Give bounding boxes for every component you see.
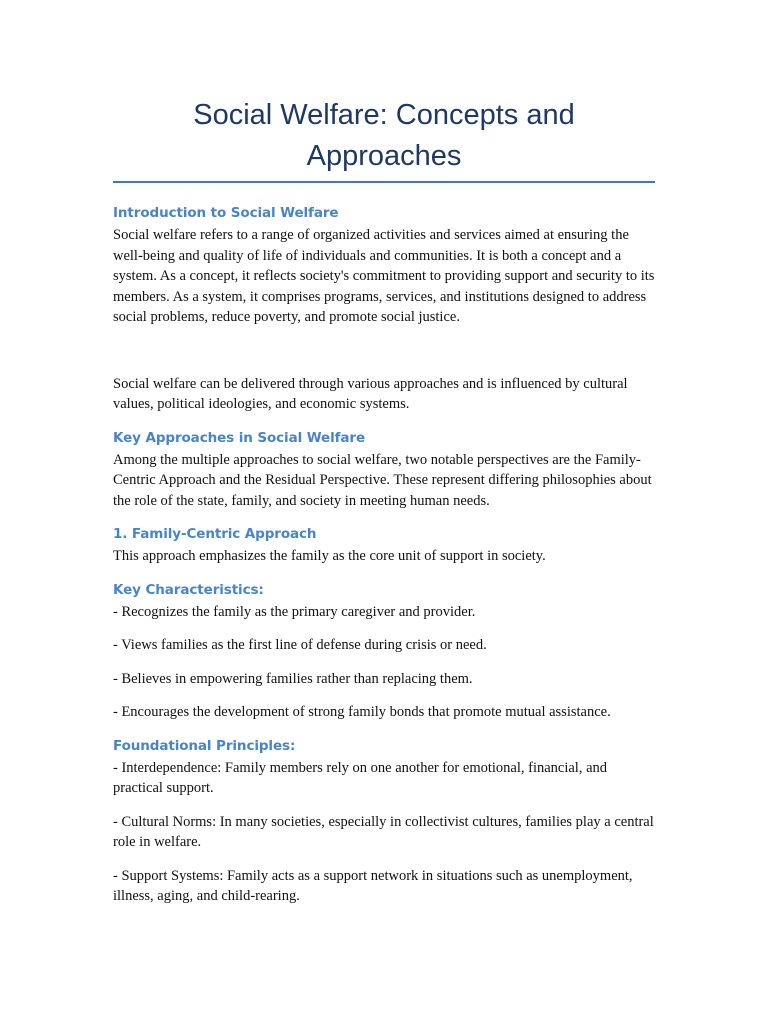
- heading-introduction: Introduction to Social Welfare: [113, 205, 339, 221]
- intro-paragraph-1: Social welfare refers to a range of organized activities and services aimed at ensuring the well-being and quality of life of individuals and communities. It is both a concept and a system. As a concept, it reflects society's commitment to providing support and security to its members. As a system, it comprises programs, services, and institutions designed to address social problems, reduce poverty, and promote social justice.: [113, 227, 655, 325]
- characteristic-item: - Recognizes the family as the primary caregiver and provider.: [113, 603, 476, 620]
- key-approaches-paragraph: Among the multiple approaches to social welfare, two notable perspectives are the Family-Centric Approach and the Residual Perspective. These represent differing philosophies about the role of the state, family, and society in meeting human needs.: [113, 451, 652, 509]
- title-underline-rule: [113, 181, 655, 183]
- family-centric-paragraph: This approach emphasizes the family as the core unit of support in society.: [113, 548, 546, 564]
- document-body: [113, 95, 655, 907]
- heading-key-characteristics: Key Characteristics:: [113, 581, 264, 598]
- principle-item: - Interdependence: Family members rely on one another for emotional, financial, and practical support.: [113, 759, 608, 796]
- intro-paragraph-2: Social welfare can be delivered through various approaches and is influenced by cultural values, political ideologies, and economic systems.: [113, 375, 628, 412]
- heading-family-centric: 1. Family-Centric Approach: [113, 526, 317, 542]
- principle-item: - Cultural Norms: In many societies, especially in collectivist cultures, families play a central role in welfare.: [113, 813, 654, 850]
- characteristic-item: - Views families as the first line of defense during crisis or need.: [113, 637, 487, 653]
- principle-item: - Support Systems: Family acts as a support network in situations such as unemployment, illness, aging, and child-rearing.: [113, 867, 633, 904]
- heading-key-approaches: Key Approaches in Social Welfare: [113, 429, 365, 446]
- characteristic-item: - Believes in empowering families rather than replacing them.: [113, 670, 473, 687]
- heading-foundational-principles: Foundational Principles:: [113, 737, 296, 754]
- characteristic-item: - Encourages the development of strong family bonds that promote mutual assistance.: [113, 704, 611, 720]
- document-title: Social Welfare: Concepts and Approaches: [193, 99, 575, 172]
